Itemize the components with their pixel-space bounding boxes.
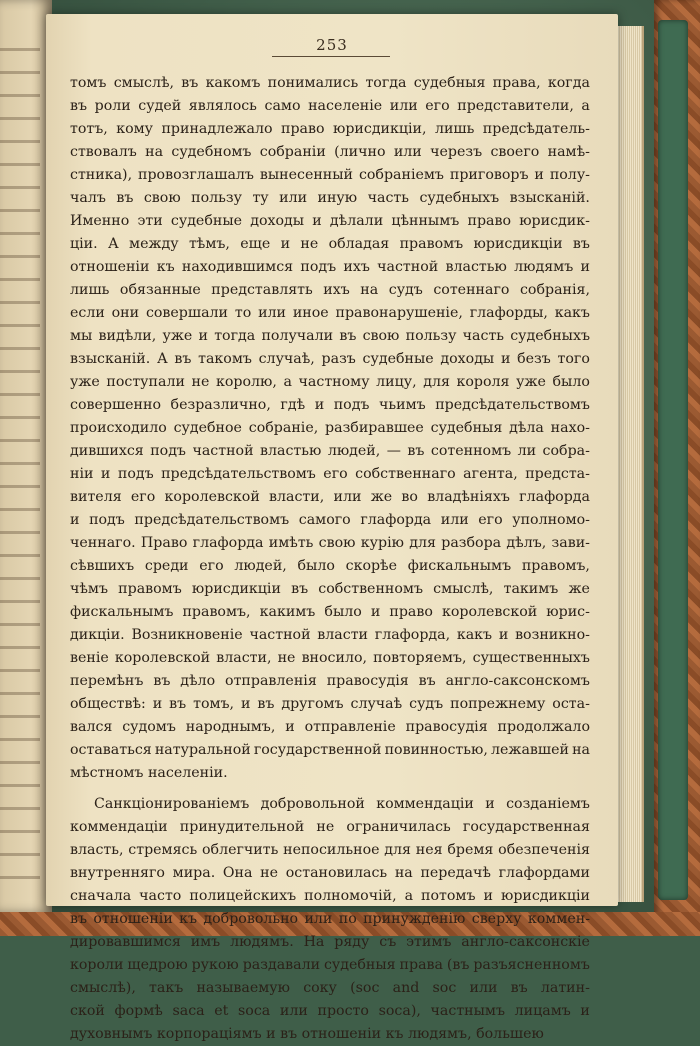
text-line: мы видѣли, уже и тогда получали въ свою пользу часть судебныхъ bbox=[70, 328, 590, 344]
text-line: дировавшимся имъ людямъ. На ряду съ этимъ англо-саксонскіе bbox=[70, 934, 590, 950]
text-line: Санкціонированіемъ добровольной коммендаціи и созданіемъ bbox=[94, 796, 590, 812]
book-page bbox=[46, 14, 618, 1042]
text-line: ской формѣ saca et soca или просто soca), частнымъ лицамъ и bbox=[70, 1003, 590, 1019]
text-line: если они совершали то или иное правонарушеніе, глафорды, какъ bbox=[70, 305, 590, 321]
text-line: власть, стремясь облегчить непосильное для нея бремя обезпеченія bbox=[70, 842, 590, 858]
body-text bbox=[70, 72, 590, 1046]
text-line: ствовалъ на судебномъ собраніи (лично или черезъ своего намѣ- bbox=[70, 144, 590, 160]
text-line: уже поступали не королю, а частному лицу, для короля уже было bbox=[70, 374, 590, 390]
text-line: Именно эти судебные доходы и дѣлали цѣннымъ право юрисдик- bbox=[70, 213, 590, 229]
text-line: ченнаго. Право глафорда имѣть свою курію для разбора дѣлъ, зави- bbox=[70, 535, 590, 551]
text-line: смыслѣ), такъ называемую соку (soc and soc или въ латин- bbox=[70, 980, 590, 996]
text-line: дикціи. Возникновеніе частной власти глафорда, какъ и возникно- bbox=[70, 627, 590, 643]
text-line: стника), провозглашалъ вынесенный собраніемъ приговоръ и полу- bbox=[70, 167, 590, 183]
text-line: оставаться натуральной государственной повинностью, лежавшей на bbox=[70, 742, 590, 758]
text-line: лишь обязанные представлять ихъ на судъ сотеннаго собранія, bbox=[70, 282, 590, 298]
text-line: въ отношеніи къ добровольно или по принужденію сверху коммен- bbox=[70, 911, 590, 927]
text-line: фискальнымъ правомъ, какимъ было и право королевской юрис- bbox=[70, 604, 590, 620]
text-line: взысканій. А въ такомъ случаѣ, разъ судебные доходы и безъ того bbox=[70, 351, 590, 367]
text-line: ціи. А между тѣмъ, еще и не обладая правомъ юрисдикціи въ bbox=[70, 236, 590, 252]
text-line: совершенно безразлично, гдѣ и подъ чьимъ предсѣдательствомъ bbox=[70, 397, 590, 413]
text-line: сначала часто полицейскихъ полномочій, а потомъ и юрисдикціи bbox=[70, 888, 590, 904]
text-line: коммендаціи принудительной не ограничилась государственная bbox=[70, 819, 590, 835]
text-line: ніи и подъ предсѣдательствомъ его собственнаго агента, предста- bbox=[70, 466, 590, 482]
header-rule bbox=[272, 56, 390, 57]
text-line: чѣмъ правомъ юрисдикціи въ собственномъ смыслѣ, такимъ же bbox=[70, 581, 590, 597]
text-line: въ роли судей являлось само населеніе или его представители, а bbox=[70, 98, 590, 114]
book-cover-edge bbox=[658, 20, 688, 900]
text-line: происходило судебное собраніе, разбиравшее судебныя дѣла нахо- bbox=[70, 420, 590, 436]
text-line: и подъ предсѣдательствомъ самого глафорда или его уполномо- bbox=[70, 512, 590, 528]
text-line: обществѣ: и въ томъ, и въ другомъ случаѣ судъ попрежнему оста- bbox=[70, 696, 590, 712]
text-line: отношеніи къ находившимся подъ ихъ частной властью людямъ и bbox=[70, 259, 590, 275]
text-line: духовнымъ корпораціямъ и въ отношеніи къ людямъ, большею bbox=[70, 1026, 544, 1042]
text-line: короли щедрою рукою раздавали судебныя права (въ разъясненномъ bbox=[70, 957, 590, 973]
text-line: вителя его королевской власти, или же во владѣніяхъ глафорда bbox=[70, 489, 590, 505]
text-line: веніе королевской власти, не вносило, повторяемъ, существенныхъ bbox=[70, 650, 590, 666]
text-line: дившихся подъ частной властью людей, — въ сотенномъ ли собра- bbox=[70, 443, 590, 459]
text-line: тотъ, кому принадлежало право юрисдикціи, лишь предсѣдатель- bbox=[70, 121, 590, 137]
text-line: томъ смыслѣ, въ какомъ понимались тогда судебныя права, когда bbox=[70, 75, 590, 91]
text-line: мѣстномъ населеніи. bbox=[70, 765, 228, 781]
text-line: вался судомъ народнымъ, и отправленіе правосудія продолжало bbox=[70, 719, 590, 735]
text-line: внутренняго мира. Она не остановилась на передачѣ глафордами bbox=[70, 865, 590, 881]
page-number: 253 bbox=[316, 36, 348, 54]
text-line: сѣвшихъ среди его людей, было скорѣе фискальнымъ правомъ, bbox=[70, 558, 590, 574]
text-line: чалъ въ свою пользу ту или иную часть судебныхъ взысканій. bbox=[70, 190, 590, 206]
text-line: перемѣнъ въ дѣло отправленія правосудія въ англо-саксонскомъ bbox=[70, 673, 590, 689]
left-page-fragment bbox=[0, 0, 52, 912]
